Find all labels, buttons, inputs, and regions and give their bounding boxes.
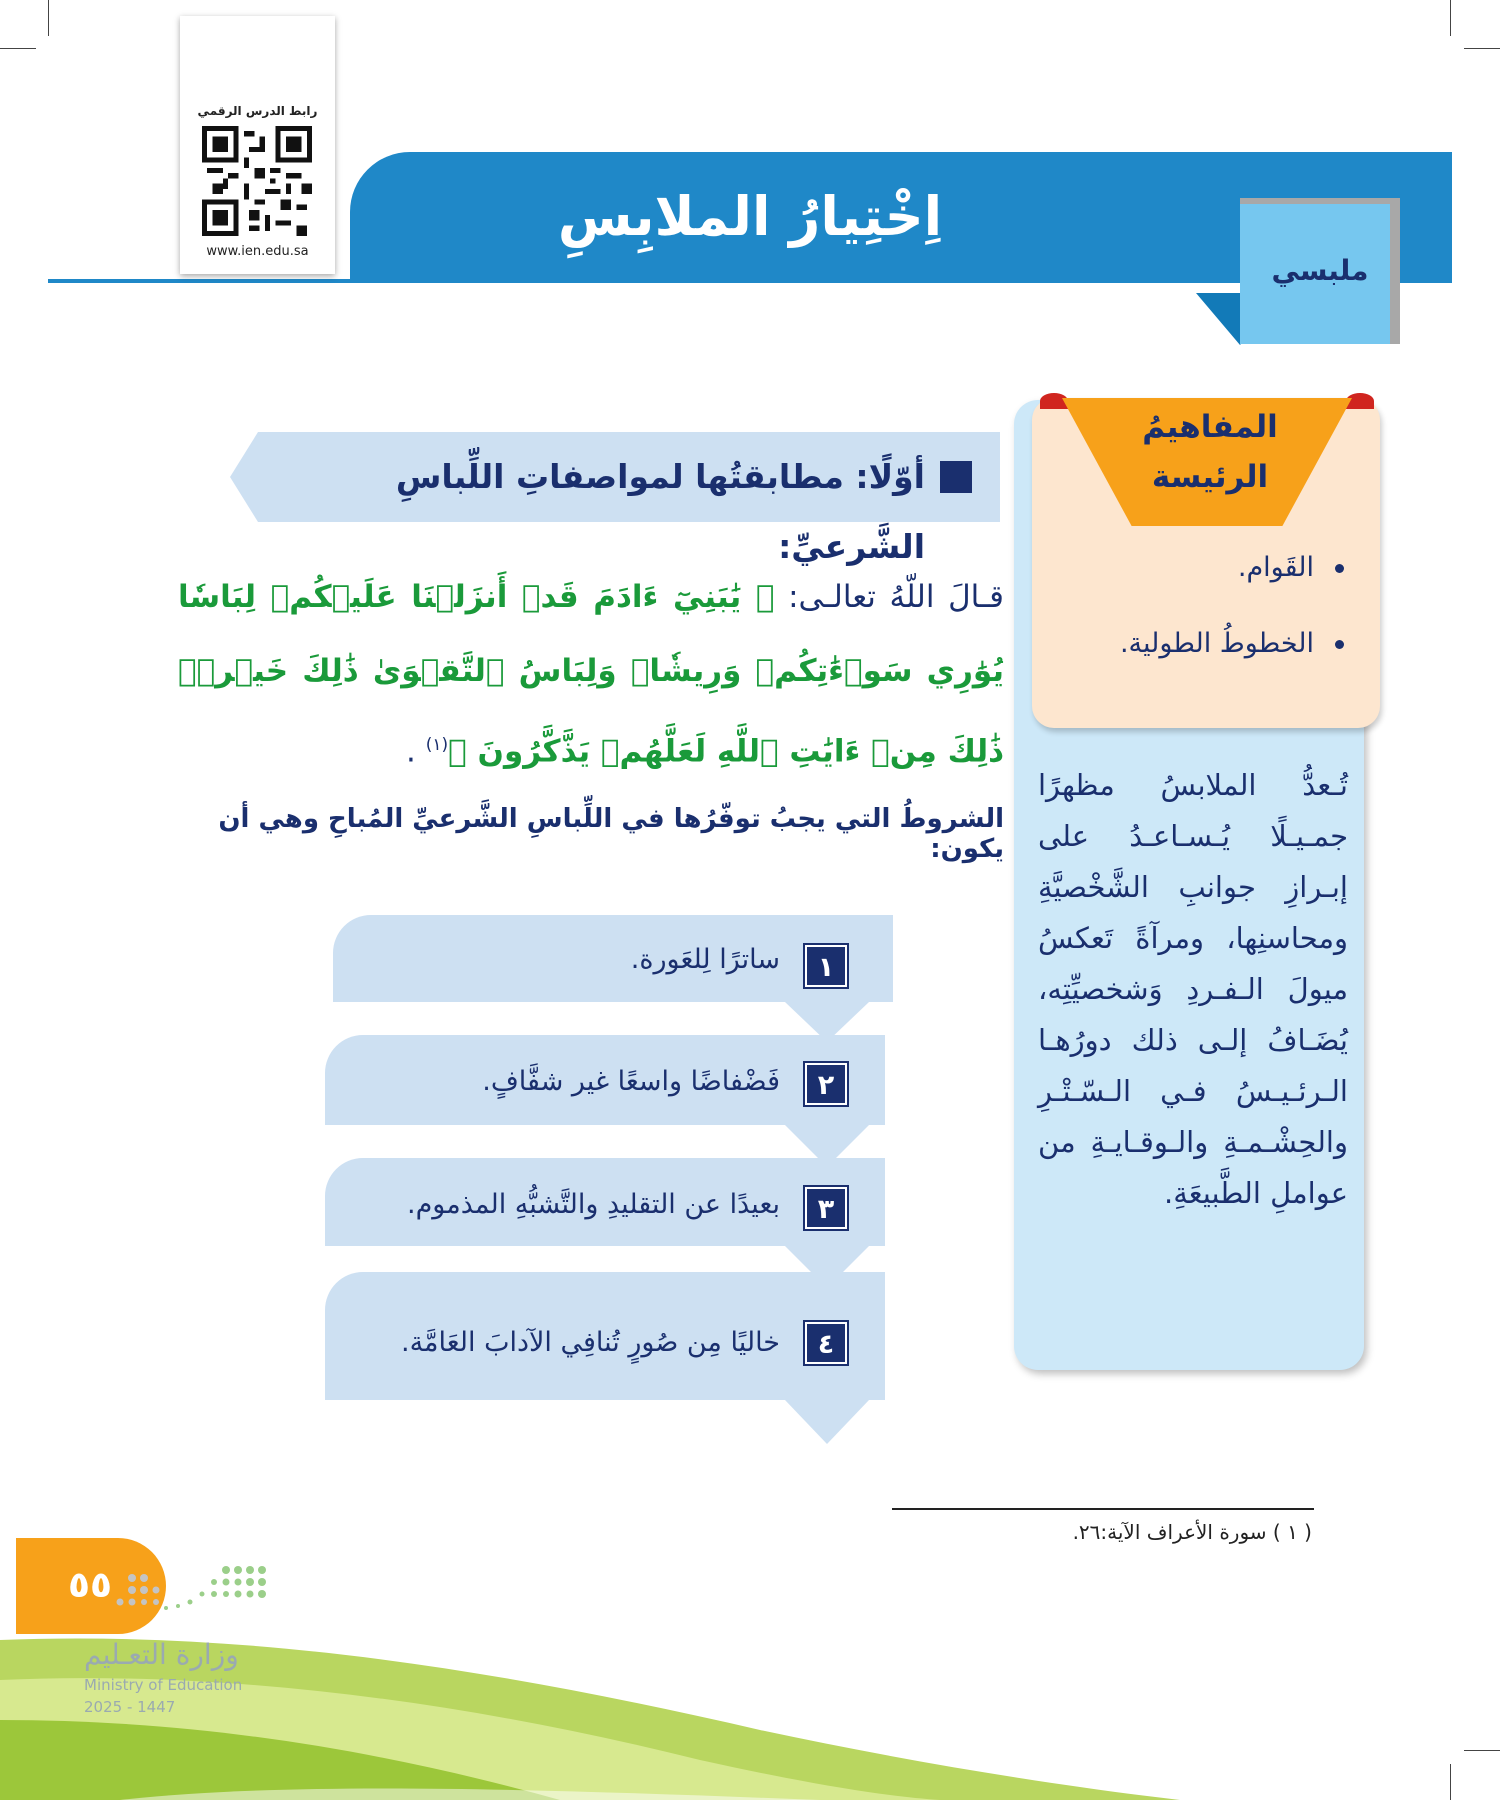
edition-year: 2025 - 1447 <box>84 1698 176 1716</box>
footnote-divider <box>892 1508 1314 1510</box>
condition-number: ٣ <box>805 1187 847 1229</box>
condition-number: ١ <box>805 945 847 987</box>
key-concepts-title <box>1110 402 1310 502</box>
crop-mark <box>48 0 49 36</box>
condition-text: خاليًا مِن صُورٍ تُنافِي الآدابَ العَامَّة. <box>400 1327 780 1358</box>
square-bullet-icon <box>940 461 972 493</box>
crop-mark <box>1464 48 1500 49</box>
page-number: ٥٥ <box>68 1565 112 1606</box>
section-title: أوّلًا: مطابقتُها لمواصفاتِ اللِّباسِ الشَّرعيِّ: <box>395 457 925 566</box>
qr-title: رابط الدرس الرقمي <box>197 104 318 118</box>
ministry-name-ar: وزارة التعـليم <box>84 1638 239 1671</box>
verse-intro: قـالَ اللّهُ تعالـى: <box>774 579 1004 615</box>
qr-url[interactable]: www.ien.edu.sa <box>206 244 309 259</box>
sidebar-paragraph: تُـعدُّ الملابسُ مظهرًا جمـيـلًا يُـسـاعـدُ على إبـرازِ جوانبِ الشَّخْصيَّةِ ومحاسنِها، ومرآةً تَعكسُ ميولَ الـفـردِ وَشخصيِّتِه، يُضَـافُ إلـى ذلك دورُهـا الـرئـيـسُ فـي الـسّـتْـرِ والحِشْـمـةِ والـوقـايـةِ من عواملِ الطَّبيعَةِ. <box>1038 768 1348 1210</box>
qr-card[interactable] <box>180 16 335 274</box>
condition-number: ٤ <box>805 1322 847 1364</box>
ministry-name-en: Ministry of Education <box>84 1676 243 1694</box>
key-concepts-list <box>1050 548 1350 700</box>
quran-verse <box>178 560 1004 788</box>
key-concepts-title-line1: المفاهيمُ <box>1142 409 1278 445</box>
qr-code-icon[interactable] <box>202 126 312 236</box>
list-item: القَوام. <box>1050 548 1350 624</box>
verse-end: . <box>406 733 426 770</box>
ministry-logo-icon <box>92 1562 272 1632</box>
footnote: ( ١ ) سورة الأعراف الآية:٢٦. <box>1072 1520 1312 1544</box>
condition-number: ٢ <box>805 1063 847 1105</box>
chapter-label: ملبسي <box>1271 254 1369 287</box>
condition-text: بعيدًا عن التقليدِ والتَّشبُّهِ المذموم. <box>407 1189 780 1220</box>
footnote-ref[interactable]: (١) <box>425 735 449 755</box>
verse-text: ﴿ يَٰبَنِيٓ ءَادَمَ قَدۡ أَنزَلۡنَا عَلَيۡكُمۡ لِبَاسٗا يُوَٰرِي سَوۡءَٰتِكُمۡ وَرِيشٗاۖ وَلِبَاسُ ٱلتَّقۡوَىٰ ذَٰلِكَ خَيۡرٞۚ ذَٰلِكَ مِنۡ ءَايَٰتِ ٱللَّهِ لَعَلَّهُمۡ يَذَّكَّرُونَ ﴾ <box>178 579 1004 770</box>
condition-text: فَضْفاضًا واسعًا غير شفَّافٍ. <box>482 1066 780 1097</box>
list-item: الخطوطُ الطولية. <box>1050 624 1350 700</box>
lesson-title: اِخْتِيارُ الملابِسِ <box>557 185 943 248</box>
crop-mark <box>1450 0 1451 36</box>
crop-mark <box>0 48 36 49</box>
conditions-intro: الشروطُ التي يجبُ توفّرُها في اللِّباسِ الشَّرعيِّ المُباحِ وهي أن يكون: <box>218 804 1004 864</box>
condition-arrow <box>785 1400 869 1444</box>
condition-text: ساترًا لِلعَورة. <box>630 944 780 975</box>
key-concepts-title-line2: الرئيسة <box>1151 459 1269 495</box>
